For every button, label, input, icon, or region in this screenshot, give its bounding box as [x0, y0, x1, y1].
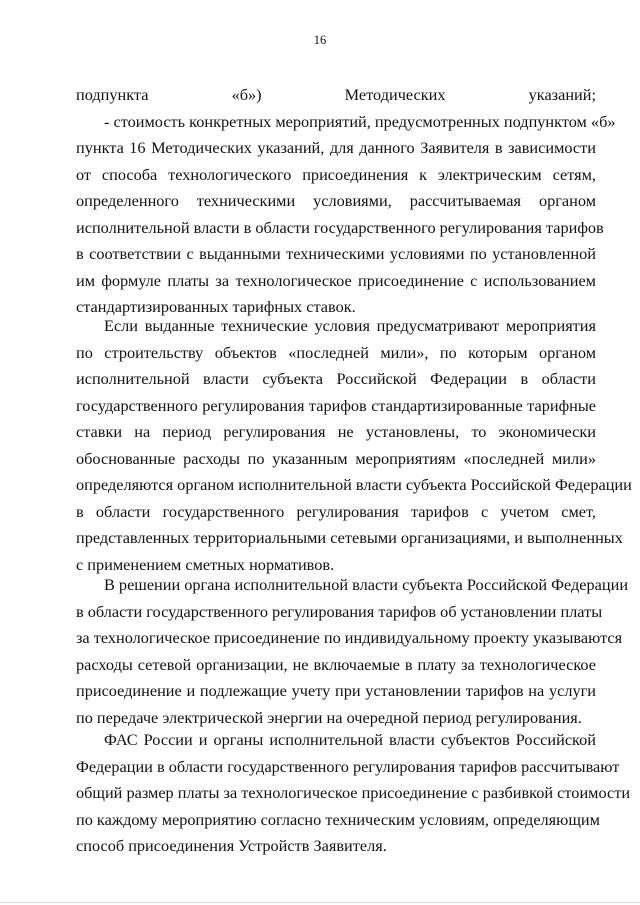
- text-line: определенного техническими условиями, рассчитываемая органом: [76, 191, 596, 210]
- text-line: Если выданные технические условия предусматривают мероприятия: [104, 316, 596, 335]
- text-line: расходы сетевой организации, не включаемые в плату за технологическое: [76, 654, 596, 674]
- text-line: в области государственного регулирования тарифов об установлении платы: [76, 601, 603, 621]
- text-line: пункта 16 Методических указаний, для данного Заявителя в зависимости: [76, 138, 596, 157]
- text-line: В решении органа исполнительной власти субъекта Российской Федерации: [104, 575, 629, 594]
- text-line: от способа технологического присоединения к электрическим сетям,: [76, 164, 596, 184]
- paragraph-1: [76, 82, 616, 321]
- text-line: ставки на период регулирования не установлены, то экономически: [76, 422, 596, 441]
- text-line: в области государственного регулирования тарифов с учетом смет,: [76, 501, 596, 521]
- text-line: им формуле платы за технологическое присоединение с использованием: [76, 270, 596, 290]
- text-line: присоединение и подлежащие учету при установлении тарифов на услуги: [76, 681, 596, 700]
- paragraph-2: [76, 313, 632, 578]
- scan-edge-line: [0, 902, 640, 903]
- text-line: общий размер платы за технологическое присоединение с разбивкой стоимости: [76, 783, 631, 802]
- text-line: представленных территориальными сетевыми организациями, и выполненных: [76, 528, 623, 547]
- text-line: с применением сметных нормативов.: [76, 554, 335, 574]
- text-line: государственного регулирования тарифов стандартизированные тарифные: [76, 395, 596, 415]
- text-line: в соответствии с выданными техническими условиями по установленной: [76, 244, 596, 263]
- text-line: за технологическое присоединение по индивидуальному проекту указываются: [76, 628, 623, 647]
- page-number: 16: [313, 33, 327, 47]
- text-line: обоснованные расходы по указанным мероприятиям «последней мили»: [76, 448, 596, 468]
- text-line: стандартизированных тарифных ставок.: [76, 297, 356, 316]
- text-line: по передаче электрической энергии на очередной период регулирования.: [76, 707, 582, 727]
- paragraph-4: [76, 727, 631, 860]
- text-line: по каждому мероприятию согласно техническим условиям, определяющим: [76, 809, 600, 829]
- text-line: - стоимость конкретных мероприятий, предусмотренных подпунктом «б»: [104, 111, 616, 131]
- text-line: подпункта «б») Методических указаний;: [76, 85, 596, 104]
- text-line: по строительству объектов «последней мили», по которым органом: [76, 342, 596, 362]
- paragraph-3: [76, 572, 629, 731]
- text-line: исполнительной власти в области государственного регулирования тарифов: [76, 217, 604, 237]
- text-line: исполнительной власти субъекта Российской Федерации в области: [76, 369, 596, 388]
- text-line: способ присоединения Устройств Заявителя.: [76, 836, 387, 855]
- text-line: определяются органом исполнительной власти субъекта Российской Федерации: [76, 475, 632, 494]
- text-line: ФАС России и органы исполнительной власти субъектов Российской: [104, 730, 596, 749]
- text-line: Федерации в области государственного регулирования тарифов рассчитывают: [76, 756, 620, 776]
